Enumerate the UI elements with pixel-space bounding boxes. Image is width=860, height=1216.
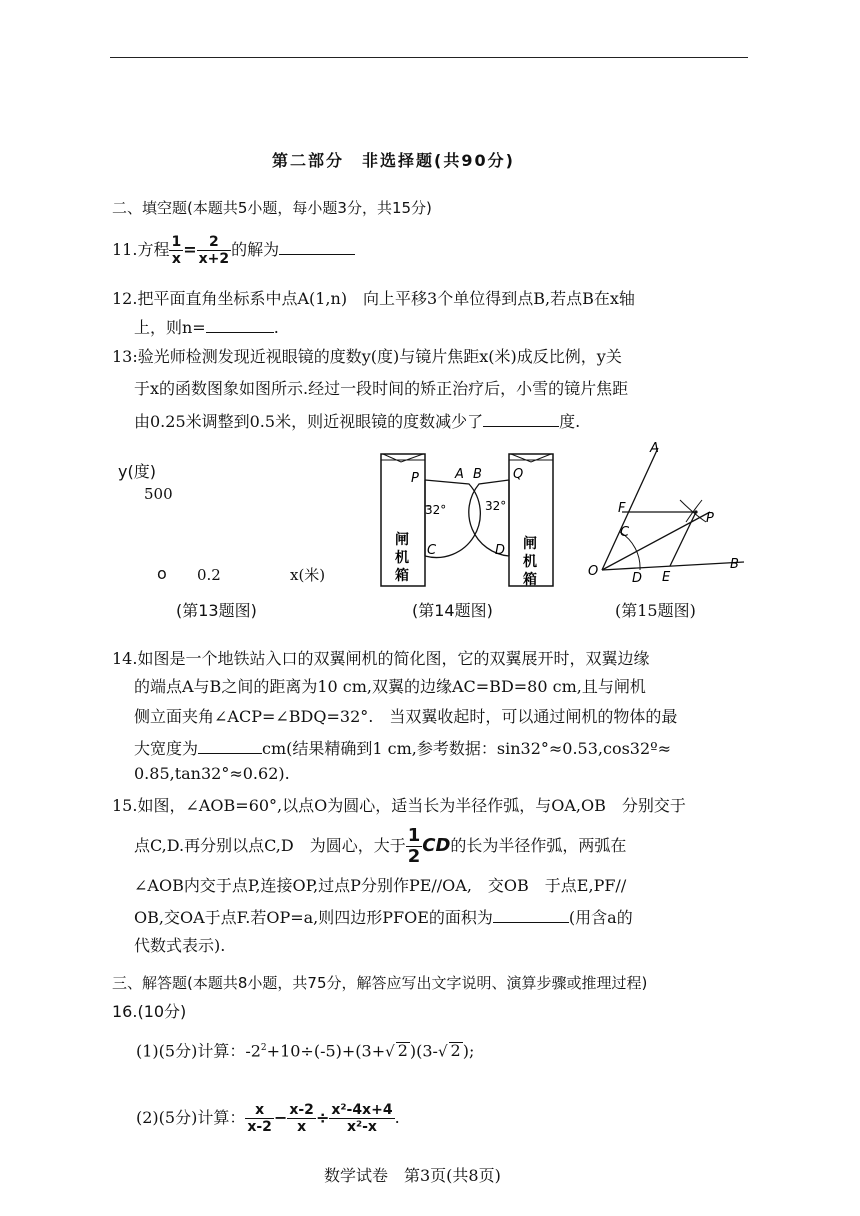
- fig15-label-E: E: [662, 570, 671, 585]
- question-11: 11.方程 $\frac{1}{x}$ = $\frac{2}{x+2}$ 的解为: [112, 232, 355, 268]
- fig13-caption: (第13题图): [176, 601, 257, 620]
- question-14-line-5: 0.85,tan32°≈0.62).: [134, 764, 290, 783]
- q15-answer-blank[interactable]: [493, 906, 569, 923]
- question-16-title: 16.(10分): [112, 1002, 187, 1021]
- fig13-x-value: 0.2: [197, 566, 221, 584]
- fig15-label-P: P: [706, 511, 714, 526]
- question-16-part-2: (2)(5分)计算： $\frac{x}{x-2}$ − $\frac{x-2}{x}$ ÷ $\frac{\text{x²-4x+4}}{\text{x²-x}}$ .: [136, 1102, 400, 1135]
- question-15-line-1: 15.如图，∠AOB=60°,以点O为圆心，适当长为半径作弧，与OA,OB 分别交于: [112, 796, 686, 815]
- svg-text:闸: 闸: [523, 536, 537, 552]
- svg-text:箱: 箱: [395, 568, 409, 584]
- question-14-line-3: 侧立面夹角∠ACP=∠BDQ=32°. 当双翼收起时，可以通过闸机的物体的最: [134, 707, 678, 726]
- page-footer: 数学试卷 第3页(共8页): [324, 1166, 501, 1185]
- top-rule: [110, 57, 748, 58]
- q11-answer-blank[interactable]: [279, 238, 355, 255]
- q16-fraction-1: $\frac{x}{x-2}$: [247, 1102, 272, 1135]
- section2-title: 二、填空题(本题共5小题，每小题3分，共15分): [112, 199, 432, 217]
- q15-half-fraction: $\frac{1}{2}$: [407, 825, 421, 867]
- fig14-angle-left: 32°: [425, 503, 447, 517]
- fig13-x-label: x(米): [290, 566, 326, 584]
- fig14-caption: (第14题图): [412, 601, 493, 620]
- fig14-label-A: A: [455, 467, 464, 482]
- question-13-line-1: 13:验光师检测发现近视眼镜的度数y(度)与镜片焦距x(米)成反比例，y关: [112, 347, 622, 366]
- fig14-label-C: C: [427, 543, 437, 558]
- svg-text:机: 机: [395, 550, 409, 566]
- fig15-label-F: F: [618, 501, 626, 516]
- section3-title: 三、解答题(本题共8小题，共75分，解答应写出文字说明、演算步骤或推理过程): [112, 974, 648, 992]
- question-12-line-2: 上，则n= .: [134, 318, 279, 337]
- svg-text:闸: 闸: [395, 532, 409, 548]
- fig15-label-D: D: [632, 571, 643, 586]
- q16-fraction-3: $\frac{\text{x²-4x+4}}{\text{x²-x}}$: [331, 1102, 393, 1135]
- q11-prefix: 11.方程: [112, 240, 170, 259]
- q13-answer-blank[interactable]: [483, 410, 559, 427]
- question-13-line-2: 于x的函数图象如图所示.经过一段时间的矫正治疗后，小雪的镜片焦距: [134, 379, 629, 398]
- fig15-construction-diagram: [582, 438, 752, 588]
- question-14-line-1: 14.如图是一个地铁站入口的双翼闸机的简化图，它的双翼展开时，双翼边缘: [112, 649, 650, 668]
- fig14-label-Q: Q: [513, 467, 524, 482]
- q16-fraction-2: $\frac{x-2}{x}$: [289, 1102, 314, 1135]
- part-heading: 第二部分 非选择题(共90分): [272, 151, 515, 170]
- question-13-line-3: 由0.25米调整到0.5米，则近视眼镜的度数减少了 度.: [134, 412, 581, 431]
- fig15-label-B: B: [730, 557, 739, 572]
- q11-fraction-1: $\frac{1}{x}$: [171, 234, 182, 267]
- fig13-y-value: 500: [144, 485, 173, 503]
- question-15-line-2: 点C,D.再分别以点C,D 为圆心，大于 $\frac{1}{2}$ CD的长为半径作弧，两弧在: [134, 825, 627, 867]
- fig14-label-D: D: [495, 543, 506, 558]
- fig15-label-C: C: [620, 525, 630, 540]
- fig14-turnstile-diagram: [375, 448, 575, 598]
- q11-fraction-2: $\frac{2}{x+2}$: [198, 234, 230, 267]
- svg-text:箱: 箱: [523, 572, 537, 588]
- fig13-origin: o: [157, 564, 167, 583]
- question-12-line-1: 12.把平面直角坐标系中点A(1,n) 向上平移3个单位得到点B,若点B在x轴: [112, 289, 635, 308]
- question-14-line-2: 的端点A与B之间的距离为10 cm,双翼的边缘AC=BD=80 cm,且与闸机: [134, 677, 646, 696]
- fig14-angle-right: 32°: [485, 499, 507, 513]
- fig15-caption: (第15题图): [615, 601, 696, 620]
- question-15-line-3: ∠AOB内交于点P,连接OP,过点P分别作PE//OA, 交OB 于点E,PF//: [134, 876, 627, 895]
- svg-text:机: 机: [523, 554, 537, 570]
- fig15-label-O: O: [588, 564, 599, 579]
- question-16-part-1: (1)(5分)计算：$-2^2+10\div(-5)+(3+√$ 2 )(3-√ 2 );: [136, 1041, 475, 1061]
- q14-answer-blank[interactable]: [198, 737, 262, 754]
- fig14-label-P: P: [411, 471, 419, 486]
- fig14-label-B: B: [473, 467, 482, 482]
- question-15-line-4: OB,交OA于点F.若OP=a,则四边形PFOE的面积为 (用含a的: [134, 908, 633, 927]
- fig13-y-label: y(度): [118, 462, 156, 481]
- question-14-line-4: 大宽度为 cm(结果精确到1 cm,参考数据：sin32°≈0.53,cos32º≈: [134, 739, 672, 758]
- question-15-line-5: 代数式表示).: [134, 936, 226, 955]
- fig15-label-A: A: [650, 441, 659, 456]
- q12-answer-blank[interactable]: [206, 316, 274, 333]
